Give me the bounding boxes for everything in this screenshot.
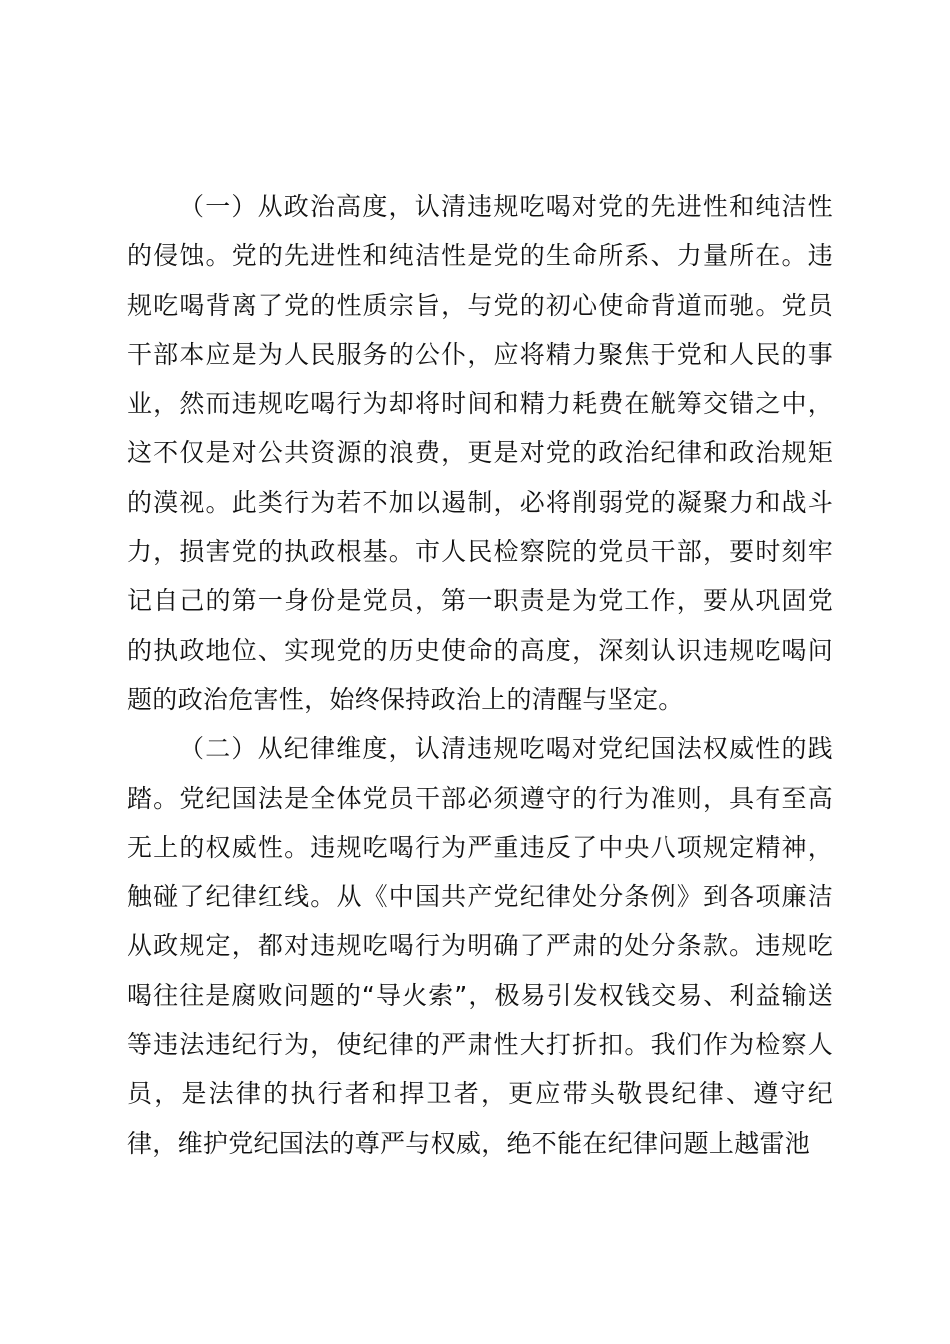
paragraph-political-height: （一）从政治高度，认清违规吃喝对党的先进性和纯洁性的侵蚀。党的先进性和纯洁性是党的生命所系、力量所在。违规吃喝背离了党的性质宗旨，与党的初心使命背道而驰。党员干部本应是为人民服务的公仆，应将精力聚焦于党和人民的事业，然而违规吃喝行为却将时间和精力耗费在觥筹交错之中，这不仅是对公共资源的浪费，更是对党的政治纪律和政治规矩的漠视。此类行为若不加以遏制，必将削弱党的凝聚力和战斗力，损害党的执政根基。市人民检察院的党员干部，要时刻牢记自己的第一身份是党员，第一职责是为党工作，要从巩固党的执政地位、实现党的历史使命的高度，深刻认识违规吃喝问题的政治危害性，始终保持政治上的清醒与坚定。 [127, 192, 833, 714]
document-body [127, 182, 833, 1168]
paragraph-discipline-dimension: （二）从纪律维度，认清违规吃喝对党纪国法权威性的践踏。党纪国法是全体党员干部必须遵守的行为准则，具有至高无上的权威性。违规吃喝行为严重违反了中央八项规定精神，触碰了纪律红线。从《中国共产党纪律处分条例》到各项廉洁从政规定，都对违规吃喝行为明确了严肃的处分条款。违规吃喝往往是腐败问题的“导火索”，极易引发权钱交易、利益输送等违法违纪行为，使纪律的严肃性大打折扣。我们作为检察人员，是法律的执行者和捍卫者，更应带头敬畏纪律、遵守纪律，维护党纪国法的尊严与权威，绝不能在纪律问题上越雷池 [127, 734, 833, 1158]
